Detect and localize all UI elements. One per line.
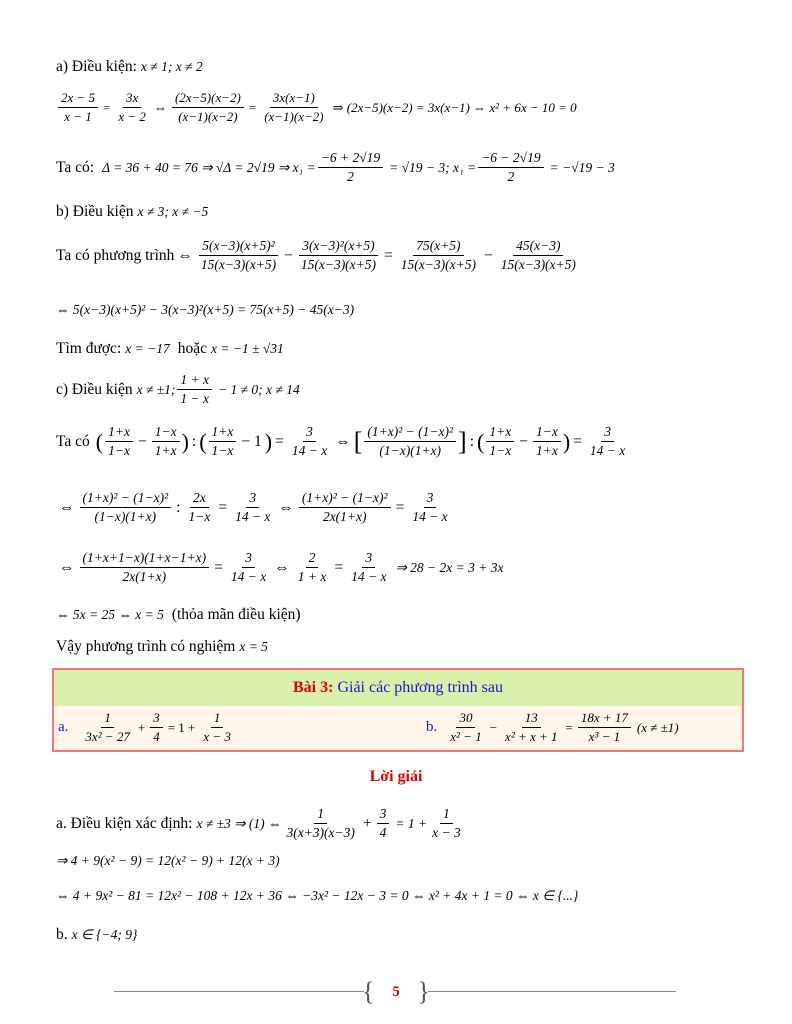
solution-heading: Lời giải [369, 768, 423, 785]
part-c-conclusion: Vậy phương trình có nghiệm x = 5 [56, 638, 268, 655]
footer-rule-right [428, 991, 676, 992]
part-c-equation-1: Ta có ( $\frac{1+x}{1-x}$ − $\frac{1-x}{1+x}$ ) : ( $\frac{1+x}{1-x}$ − 1 ) = $\frac{3}{14 - x}$ ⇔ [ $\frac{\text{(1+x)² − (1−x)²}}{(1-x)(1+x)}$ ] : ( $\frac{1+x}{1-x}$ − $\frac{1-x}{1+x}$ ) = $\frac{3}{14 - x}$ [56, 424, 626, 458]
page-number-frame: { 5 } [362, 977, 430, 1006]
part-a-delta: Ta có: Δ = 36 + 40 = 76 ⇒ √Δ = 2√19 ⇒ x₁ = $\frac{-6 + 2√19}{2}$ = √19 − 3; x₁ = $\frac{-6 - 2√19}{2}$ = −√19 − 3 [56, 150, 615, 184]
exercise-header: Bài 3: Giải các phương trình sau [54, 670, 742, 706]
solution-a-line2: ⇒ 4 + 9(x² − 9) = 12(x² − 9) + 12(x + 3) [56, 853, 280, 868]
exercise-problems [54, 706, 742, 750]
part-b-condition: b) Điều kiện x ≠ 3; x ≠ −5 [56, 203, 209, 220]
footer-rule-left [114, 991, 364, 992]
part-c-equation-3: ⇔ $\frac{(1+x+1-x)(1+x-1+x)}{2x(1+x)}$ = $\frac{3}{14 - x}$ ⇔ $\frac{2}{1 + x}$ = $\frac{3}{14 - x}$ ⇒ 28 − 2x = 3 + 3x [59, 550, 504, 584]
part-a-condition: a) Điều kiện: x ≠ 1; x ≠ 2 [56, 58, 203, 75]
part-c-result: ⇔ 5x = 25 ⇔ x = 5 (thỏa mãn điều kiện) [56, 606, 301, 623]
part-b-found: Tìm được: x = −17 hoặc x = −1 ± √31 [56, 340, 284, 357]
page-number: 5 [392, 983, 400, 1000]
part-c-equation-2: ⇔ $\frac{\text{(1+x)² − (1−x)²}}{(1-x)(1+x)}$ : $\frac{2x}{1-x}$ = $\frac{3}{14 - x}$ ⇔ $\frac{\text{(1+x)² − (1−x)²}}{2x(1+x)}$ = $\frac{3}{14 - x}$ [59, 490, 448, 524]
solution-a-line3: ⇔ 4 + 9x² − 81 = 12x² − 108 + 12x + 36 ⇔ −3x² − 12x − 3 = 0 ⇔ x² + 4x + 1 = 0 ⇔ x ∈ {...} [56, 888, 579, 903]
solution-b: b. x ∈ {−4; 9} [56, 926, 138, 943]
exercise-a: a. $\frac{1}{\text{3x² − 27}}$ + $\frac{3}{4}$ = 1 + $\frac{1}{x - 3}$ [58, 710, 231, 744]
exercise-b: b. $\frac{30}{\text{x² − 1}}$ − $\frac{13}{\text{x² + x + 1}}$ = $\frac{18x + 17}{\text{x³ − 1}}$ (x ≠ ±1) [426, 710, 679, 744]
part-b-expanded: ⇔ 5(x−3)(x+5)² − 3(x−3)²(x+5) = 75(x+5) − 45(x−3) [56, 302, 355, 317]
solution-a-condition: a. Điều kiện xác định: x ≠ ±3 ⇒ (1) ⇔ $\frac{1}{3(x+3)(x-3)}$ + $\frac{3}{4}$ = 1 + $\frac{1}{x - 3}$ [56, 806, 461, 840]
exercise-box [52, 668, 744, 752]
part-b-equation: Ta có phương trình ⇔ $\frac{\text{5(x−3)(x+5)²}}{15(x-3)(x+5)}$ − $\frac{\text{3(x−3)²(x+5)}}{15(x-3)(x+5)}$ = $\frac{75(x+5)}{15(x-3)(x+5)}$ − $\frac{45(x-3)}{15(x-3)(x+5)}$ [56, 238, 576, 272]
part-a-equation: $\frac{2x - 5}{x - 1}$ = $\frac{3x}{x - 2}$ ⇔ $\frac{(2x-5)(x-2)}{(x-1)(x-2)}$ = $\frac{3x(x-1)}{(x-1)(x-2)}$ ⇒ (2x−5)(x−2) = 3x(x−1) ⇔ x² + 6x − 10 = 0 [56, 90, 577, 125]
part-c-condition: c) Điều kiện x ≠ ±1; $\frac{1 + x}{1 - x}$ − 1 ≠ 0; x ≠ 14 [56, 372, 300, 406]
